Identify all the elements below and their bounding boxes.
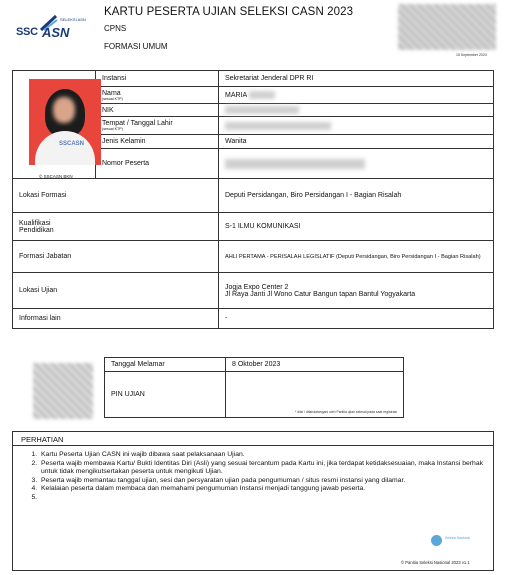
participant-photo	[29, 79, 101, 165]
ttl-value-cell	[219, 117, 494, 135]
pin-note: * diisi / ditandatangani oleh Panitia ujian selesai pada saat registrasi	[295, 410, 397, 414]
nama-label-cell	[96, 87, 219, 104]
footer-copyright: © Panitia Seleksi Nasional 2023 v1.1	[401, 560, 470, 565]
nomor-value-cell	[219, 149, 494, 179]
sscasn-logo	[16, 14, 88, 46]
attention-box	[12, 431, 494, 571]
jk-label: Jenis Kelamin	[96, 135, 219, 149]
photo-watermark: SSCASN	[59, 141, 85, 147]
attention-list	[13, 451, 493, 503]
logo-asn-text: ASN	[42, 25, 70, 40]
lokasi-ujian-venue: Jogja Expo Center 2	[225, 283, 289, 291]
pin-table	[104, 357, 404, 418]
ttl-note: (sesuai KTP)	[102, 127, 123, 131]
seleksi-nasional-icon	[431, 535, 442, 546]
logo-ssc-text: SSC	[16, 26, 38, 38]
nik-value-cell	[219, 104, 494, 117]
formasi-jabatan-label: Formasi Jabatan	[13, 241, 219, 273]
formasi-jabatan-value: AHLI PERTAMA - PERISALAH LEGISLATIF (Deputi Persidangan, Biro Persidangan I - Bagian Risalah)	[219, 241, 494, 273]
blurred-nik	[225, 106, 299, 114]
lokasi-ujian-value-cell	[219, 273, 494, 309]
pin-ujian-label: PIN UJIAN	[105, 372, 226, 418]
pin-ujian-value-cell	[226, 372, 404, 418]
participant-details-table	[12, 70, 494, 329]
lokasi-ujian-address: Jl Raya Janti Jl Wono Catur Bangun tapan Bantul Yogyakarta	[225, 290, 416, 298]
lokasi-formasi-value: Deputi Persidangan, Biro Persidangan I - Bagian Risalah	[219, 179, 494, 213]
ttl-label: Tempat / Tanggal Lahir	[102, 120, 173, 127]
card-subtitle: CPNS	[104, 24, 127, 33]
kualifikasi-label-2: Pendidikan	[19, 226, 54, 234]
nama-note: (sesuai KTP)	[102, 96, 123, 101]
kualifikasi-label-cell	[13, 213, 219, 241]
attention-item	[39, 494, 483, 503]
lokasi-formasi-label: Lokasi Formasi	[13, 179, 219, 213]
nama-label: Nama	[102, 89, 121, 97]
seleksi-nasional-text: Seleksi Nasional	[445, 536, 471, 540]
print-date: 15 September 2024	[456, 53, 487, 57]
blurred-nomor	[225, 159, 365, 169]
attention-item: 2. Peserta wajib membawa Kartu/ Bukti Identitas Diri (Asli) yang sesuai tercantum pada Kartu ini, jika terdapat ketidaksesuaian, maka Instansi berhak untuk tidak mengikutsertakan peserta untuk mengikuti Ujian.	[39, 460, 483, 477]
photo-caption: © SSCASN BKN	[39, 174, 73, 179]
info-value: -	[219, 309, 494, 329]
nama-value-cell	[219, 87, 494, 104]
tanggal-melamar-value: 8 Oktober 2023	[226, 358, 404, 372]
nomor-label: Nomor Peserta	[96, 149, 219, 179]
nik-label: NIK	[96, 104, 219, 117]
attention-item: 1. Kartu Peserta Ujian CASN ini wajib dibawa saat pelaksanaan Ujian.	[39, 451, 483, 460]
tanggal-melamar-label: Tanggal Melamar	[105, 358, 226, 372]
blurred-ttl	[225, 122, 331, 130]
instansi-value: Sekretariat Jenderal DPR RI	[219, 71, 494, 87]
blurred-qr-code-top	[398, 4, 496, 50]
attention-item: 4. Kelalaian peserta dalam membaca dan memahami pengumuman Instansi menjadi tanggung jawab peserta.	[39, 485, 483, 494]
logo-small-text: SELEKSI ASN	[60, 17, 86, 22]
attention-item: 3. Peserta wajib memantau tanggal ujian, sesi dan persyaratan ujian pada pengumuman / situs resmi instansi yang dilamar.	[39, 477, 483, 486]
jk-value: Wanita	[219, 135, 494, 149]
ttl-label-cell	[96, 117, 219, 135]
blurred-name	[249, 91, 275, 99]
nama-value: MARIA	[225, 91, 247, 99]
instansi-label: Instansi	[96, 71, 219, 87]
kualifikasi-value: S-1 ILMU KOMUNIKASI	[219, 213, 494, 241]
info-label: Informasi lain	[13, 309, 219, 329]
lokasi-ujian-label: Lokasi Ujian	[13, 273, 219, 309]
seleksi-nasional-logo	[431, 534, 477, 548]
kualifikasi-label-1: Kualifikasi	[19, 219, 51, 227]
blurred-qr-code-bottom	[33, 363, 93, 419]
attention-title: PERHATIAN	[13, 432, 493, 446]
card-title: KARTU PESERTA UJIAN SELEKSI CASN 2023	[104, 6, 354, 18]
photo-cell	[13, 71, 96, 179]
formasi-label: FORMASI UMUM	[104, 42, 168, 51]
